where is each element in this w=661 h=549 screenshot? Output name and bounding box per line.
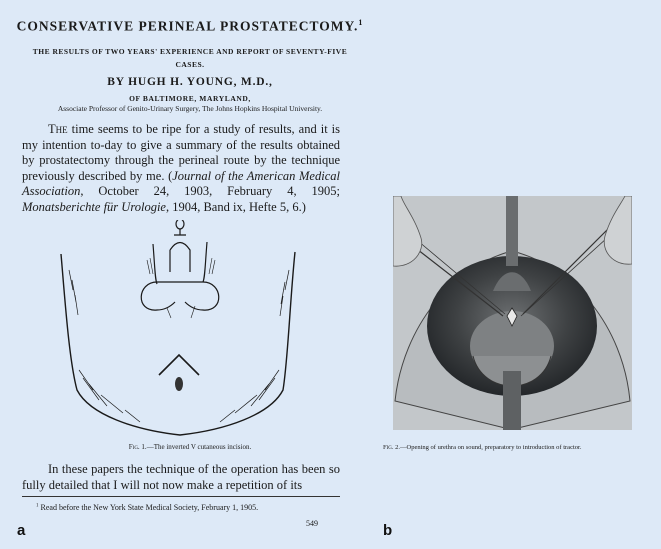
figure-1-caption: Fig. 1.—The inverted V cutaneous incision. <box>128 443 252 451</box>
article-subtitle: THE RESULTS OF TWO YEARS' EXPERIENCE AND REPORT OF SEVENTY-FIVE CASES. <box>32 47 348 69</box>
author-origin: OF BALTIMORE, MARYLAND, <box>129 94 251 103</box>
panel-label-a: a <box>17 522 26 539</box>
page-number: 549 <box>306 519 318 528</box>
body-paragraph: In these papers the technique of the operation has been so fully detailed that I will not now make a repetition of its <box>22 462 340 492</box>
figure-1-incision-drawing <box>55 220 305 440</box>
article-title: CONSERVATIVE PERINEAL PROSTATECTOMY.$^1$ <box>16 18 364 34</box>
intro-paragraph: The time seems to be ripe for a study of results, and it is my intention to-day to give a summary of the results obtained by prostatectomy through the perineal route by the technique previously described by me. (Journal of the American Medical Association, October 24, 1903, February 4, 1905; Monatsberichte für Urologie, 1904, Band ix, Hefte 5, 6.) <box>22 122 340 214</box>
author-affiliation: Associate Professor of Genito-Urinary Surgery, The Johns Hopkins Hospital University. <box>57 104 323 113</box>
footnote: $^1$ Read before the New York State Medical Society, February 1, 1905. <box>36 503 259 512</box>
panel-label-b: b <box>383 522 393 539</box>
figure-2-surgical-illustration <box>393 196 632 430</box>
footnote-divider <box>22 496 340 497</box>
figure-2-caption: Fig. 2.—Opening of urethra on sound, preparatory to introduction of tractor. <box>383 444 582 451</box>
author-byline: BY HUGH H. YOUNG, M.D., <box>107 76 273 88</box>
